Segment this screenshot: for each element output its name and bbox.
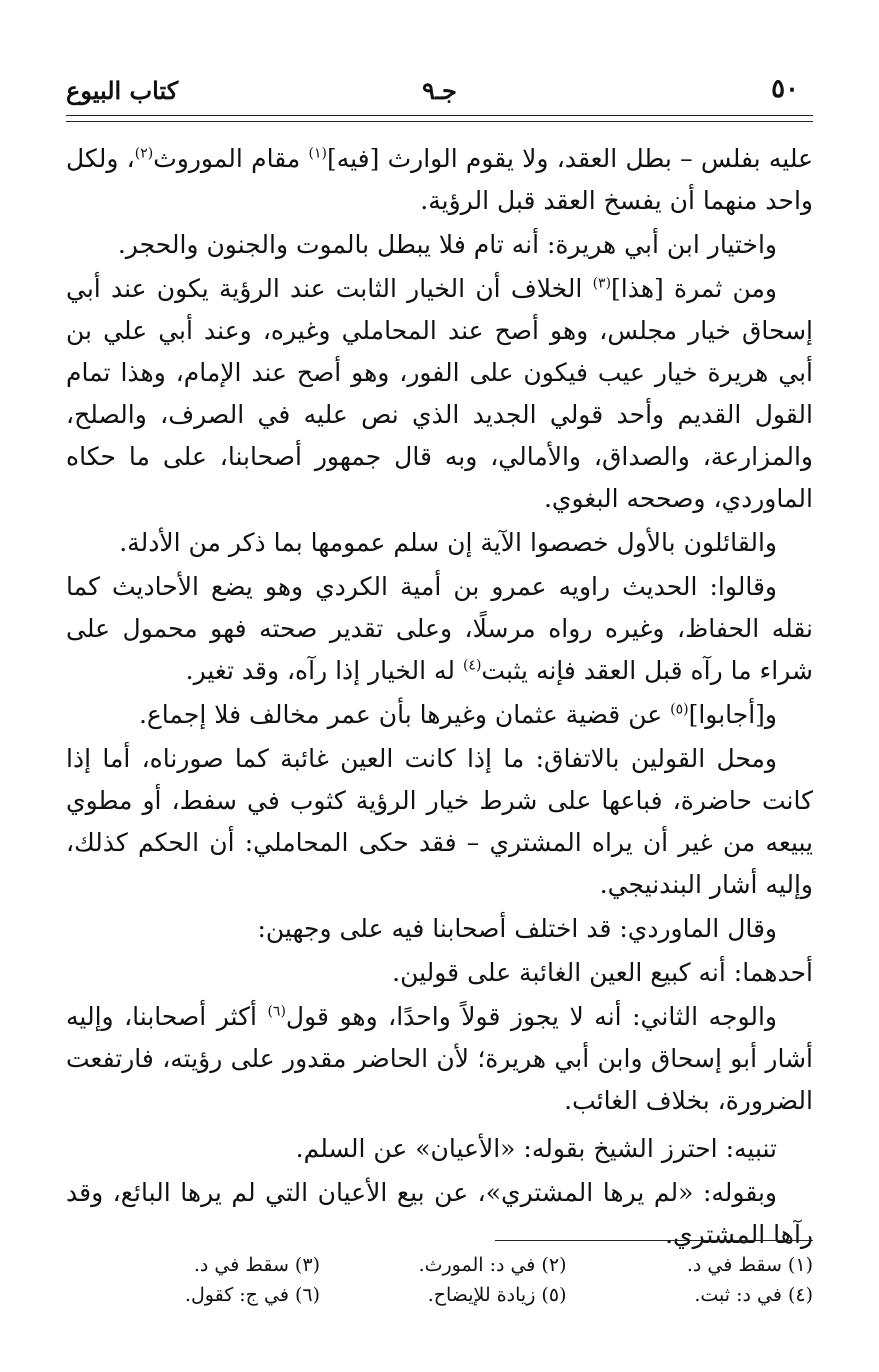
footnote-item: (٦) في ج: كقول.	[184, 1284, 320, 1306]
paragraph	[66, 694, 813, 736]
main-text	[66, 138, 813, 1258]
text-run: واختيار ابن أبي هريرة: أنه تام فلا يبطل بالموت والجنون والحجر.	[117, 230, 777, 259]
footnote-ref: (٥)	[670, 701, 689, 718]
paragraph	[66, 952, 813, 994]
running-header	[66, 74, 813, 114]
paragraph	[66, 996, 813, 1122]
footnote-ref: (٢)	[134, 145, 154, 162]
text-run: مقام الموروث	[153, 144, 309, 173]
text-run: تنبيه: احترز الشيخ بقوله: «الأعيان» عن السلم.	[295, 1134, 777, 1163]
text-run: ومحل القولين بالاتفاق: ما إذا كانت العين غائبة كما صورناه، أما إذا كانت حاضرة، فباعها على شرط خيار الرؤية كثوب في سفط، أو مطوي يبيعه من غير أن يراه المشتري – فقد حكى المحاملي: أن الحكم كذلك، وإليه أشار البندنيجي.	[66, 744, 813, 899]
text-run: عن قضية عثمان وغيرها بأن عمر مخالف فلا إجماع.	[138, 700, 671, 729]
footnote-item: (٣) سقط في د.	[193, 1254, 320, 1276]
text-run: الخلاف أن الخيار الثابت عند الرؤية يكون عند أبي إسحاق خيار مجلس، وهو أصح عند المحاملي وغيره، وعند أبي علي بن أبي هريرة خيار عيب فيكون على الفور، وهو أصح عند الإمام، وهذا تمام القول القديم وأحد قولي الجديد الذي نص عليه في الصرف، والصلح، والمزارعة، والصداق، والأمالي، وبه قال جمهور أصحابنا، على ما حكاه الماوردي، وصححه البغوي.	[66, 274, 813, 513]
footnote-separator	[495, 1240, 813, 1241]
paragraph	[66, 1172, 813, 1256]
volume-label: جـ٩	[422, 76, 457, 105]
footnote-ref: (١)	[308, 145, 327, 162]
book-title: كتاب البيوع	[66, 76, 179, 105]
text-run: أكثر أصحابنا، وإليه أشار أبو إسحاق وابن أبي هريرة؛ لأن الحاضر مقدور على رؤيته، فارتفعت الضرورة، بخلاف الغائب.	[66, 1002, 813, 1115]
paragraph	[66, 908, 813, 950]
paragraph	[66, 268, 813, 520]
paragraph	[66, 522, 813, 564]
footnotes	[66, 1250, 813, 1310]
text-run: والقائلون بالأول خصصوا الآية إن سلم عمومها بما ذكر من الأدلة.	[119, 528, 777, 557]
paragraph	[66, 1128, 813, 1170]
text-run: له الخيار إذا رآه، وقد تغير.	[185, 656, 463, 685]
footnote-ref: (٣)	[592, 275, 612, 292]
footnote-ref: (٤)	[462, 657, 482, 674]
footnote-row	[66, 1280, 813, 1310]
footnote-item: (٢) في د: المورث.	[418, 1254, 567, 1276]
paragraph	[66, 224, 813, 266]
text-run: عليه بفلس – بطل العقد، ولا يقوم الوارث [فيه]	[326, 144, 814, 173]
footnote-ref: (٦)	[267, 1003, 286, 1020]
text-run: والوجه الثاني: أنه لا يجوز قولاً واحدًا، وهو قول	[285, 1002, 777, 1031]
footnote-item: (٤) في د: ثبت.	[694, 1284, 813, 1306]
text-run: ومن ثمرة [هذا]	[611, 274, 778, 303]
text-run: وقالوا: الحديث راويه عمرو بن أمية الكردي وهو يضع الأحاديث كما نقله الحفاظ، وغيره رواه مرسلًا، وعلى تقدير صحته فهو محمول على شراء ما رآه قبل العقد فإنه يثبت	[66, 572, 814, 685]
text-run: وقال الماوردي: قد اختلف أصحابنا فيه على وجهين:	[257, 914, 777, 943]
paragraph	[66, 738, 813, 906]
text-run: أحدهما: أنه كبيع العين الغائبة على قولين.	[392, 958, 813, 987]
footnote-item: (٥) زيادة للإيضاح.	[427, 1284, 567, 1306]
paragraph	[66, 138, 813, 222]
paragraph	[66, 566, 813, 692]
text-run: و[أجابوا]	[688, 700, 777, 729]
footnote-item: (١) سقط في د.	[686, 1254, 813, 1276]
text-run: وبقوله: «لم يرها المشتري»، عن بيع الأعيان التي لم يرها البائع، وقد رآها المشتري.	[66, 1178, 813, 1249]
header-rule-top	[66, 115, 813, 116]
text-run: ، ولكل واحد منهما أن يفسخ العقد قبل الرؤية.	[66, 144, 813, 215]
header-rule-bottom	[66, 121, 813, 122]
page-number: ٥٠	[771, 74, 799, 104]
footnote-row	[66, 1250, 813, 1280]
